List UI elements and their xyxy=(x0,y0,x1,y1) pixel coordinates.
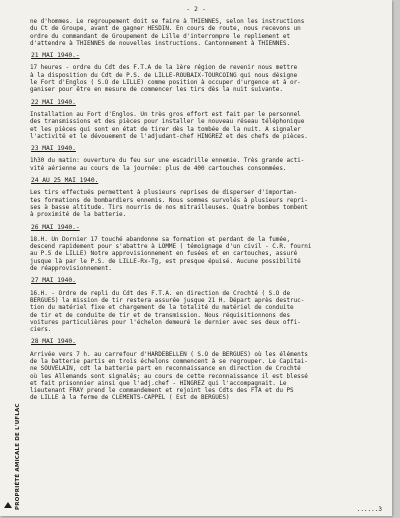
date-heading-text: 24 AU 25 MAI 1940. xyxy=(31,177,99,185)
text-line: ses à basse altitude. Tirs nourris de nos mitrailleuses. Quatre bombes tombent xyxy=(30,203,308,211)
text-line: tion du matériel fixe et chargement de la totalité du matériel de conduite xyxy=(30,304,294,312)
date-heading-text: 23 MAI 1940. xyxy=(31,145,76,153)
paragraph xyxy=(30,189,386,218)
text-line: à la disposition du Cdt de P.S. de LILLE-ROUBAIX-TOURCOING qui nous désigne xyxy=(30,71,298,79)
text-line: 17 heures - ordre du Cdt des F.T.A de la 1ère région de revenir nous mettre xyxy=(30,64,298,72)
ownership-stamp-text: PROPRIÉTÉ AMICALE DE L'UFLAC xyxy=(15,403,21,510)
paragraph xyxy=(30,18,386,47)
text-line: ganiser pour être en mesure de commencer les tirs dès la nuit suivante. xyxy=(30,86,283,94)
text-line: de tir et de conduite de tir et de transmission. Nous réquisitionnons des xyxy=(30,311,291,319)
text-line: Arrivée vers 7 h. au carrefour d'HARDEBELLEN ( S.O de BERGUES) où les éléments xyxy=(30,350,308,358)
text-line: lieutenant FRAY prend le commandement et rejoint les Cdts des FTA et du PS xyxy=(30,387,294,395)
text-line: jusque là par le P.S. de LILLE-Rx-Tg, est presque épuisé. Aucune possibilité xyxy=(30,257,301,265)
paragraph xyxy=(30,290,386,334)
text-line: tes formations de bombardiers ennemis. Nous sommes survolés à plusieurs repri- xyxy=(30,196,308,204)
triangle-mark-icon xyxy=(4,502,12,508)
text-line: ordre du commandant de Groupement de Lille d'interrompre le repliement et xyxy=(30,32,291,40)
paragraph xyxy=(30,157,386,172)
date-heading xyxy=(31,52,386,59)
text-line: 1h30 du matin: ouverture du feu sur une escadrille ennemie. Très grande acti- xyxy=(30,157,305,165)
date-heading xyxy=(31,177,386,184)
date-heading xyxy=(31,277,386,284)
text-line: 18.H. Un Dornier 17 touché abandonne sa formation et perdant de la fumée, xyxy=(30,235,291,243)
text-line: vité aérienne au cours de la journée: plus de 400 cartouches consommées. xyxy=(30,164,287,172)
text-line: du Ct de Groupe, avant de gagner HESDIN. En cours de route, nous recevons un xyxy=(30,25,301,33)
continued-page-marker: ......3 xyxy=(356,506,382,513)
paragraph xyxy=(30,111,386,140)
text-line: des transmissions et des pièces pour installer le nouveau réseau téléphonique xyxy=(30,118,305,126)
text-line: à proximité de la batterie. xyxy=(30,211,127,219)
date-heading xyxy=(31,338,386,345)
text-line: et les pièces qui sont en état de tirer dès la tombée de la nuit. A signaler xyxy=(30,125,301,133)
paragraph xyxy=(30,351,386,402)
text-line: et fait prisonnier ainsi que l'adj.chef - HINGREZ qui l'accompagnait. Le xyxy=(30,379,287,387)
date-heading-text: 26 MAI 1940.- xyxy=(31,223,80,231)
page-number: - 2 - xyxy=(186,5,206,13)
text-line: de la batterie partis en trois échelons commencent à se regrouper. Le Capitai- xyxy=(30,357,308,365)
date-heading xyxy=(31,145,386,152)
text-line: Les tirs effectués permettent à plusieurs reprises de disperser d'importan- xyxy=(30,189,298,197)
text-line: 16.H. - Ordre de repli du Cdt des F.T.A. en direction de Crochté ( S.O de xyxy=(30,289,291,297)
date-heading-text: 28 MAI 1940. xyxy=(31,338,76,346)
date-heading xyxy=(31,99,386,106)
text-line: d'attendre à THIENNES de nouvelles instructions. Cantonnement à THIENNES. xyxy=(30,39,291,47)
text-line: BERGUES) la mission de tir restera assurée jusque 21 H. Départ après destruc- xyxy=(30,296,305,304)
text-line: ciers. xyxy=(30,326,52,334)
text-line: au P.S de LILLE) Notre approvisionnement en fusées et en cartouches, assuré xyxy=(30,250,298,258)
text-line: descend rapidement pour s'abattre à LOMME ( témoignage d'un civil - C.R. fourni xyxy=(30,243,312,251)
text-line: voitures particulières pour l'échelon demeuré le dernier avec ses deux offi- xyxy=(30,318,301,326)
text-line: de réapprovisionnement. xyxy=(30,265,112,273)
paragraph xyxy=(30,64,386,93)
text-line: où les Allemands sont signalés; au cours de cette reconnaissance il est blessé xyxy=(30,372,308,380)
document-body xyxy=(30,18,386,402)
text-line: l'activité et le dévouement de l'adjudant-chef HINGREZ et des chefs de pièces. xyxy=(30,132,308,140)
text-line: Installation au Fort d'Englos. Un très gros effort est fait par le personnel xyxy=(30,110,301,118)
date-heading-text: 27 MAI 1940. xyxy=(31,277,76,285)
text-line: ne d'hommes. Le regroupement doit se faire à THIENNES, selon les instructions xyxy=(30,18,305,25)
date-heading xyxy=(31,224,386,231)
ownership-stamp xyxy=(4,403,21,510)
date-heading-text: 21 MAI 1940.- xyxy=(31,52,80,60)
text-line: ne SOUVELAIN, cdt la batterie part en reconnaissance en direction de Crochté xyxy=(30,365,301,373)
date-heading-text: 22 MAI 1940. xyxy=(31,98,76,106)
text-line: le Fort d'Englos ( S.O de LILLE) comme position à occuper d'urgence et à or- xyxy=(30,79,301,87)
text-line: de LILLE à la ferme de CLEMENTS-CAPPEL ( Est de BERGUES) xyxy=(30,394,230,402)
paragraph xyxy=(30,236,386,272)
